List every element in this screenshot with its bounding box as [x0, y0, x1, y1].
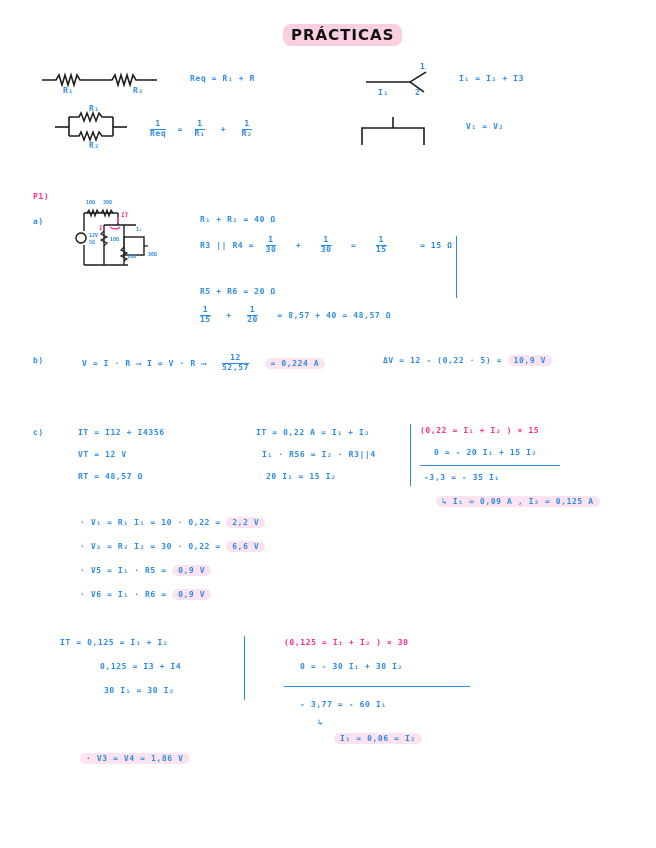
circuit-r-bot: 10Ω — [127, 254, 137, 260]
parallel-t2-num: 1 — [244, 119, 250, 128]
v1-result: 2,2 V — [226, 517, 265, 528]
parallel-eq: = — [177, 124, 184, 134]
b-delta-v — [383, 356, 552, 365]
b-dv: ΔV = 12 - (0,22 · 5) = — [383, 356, 503, 365]
circuit-source: 12V — [89, 233, 99, 239]
a-bracket — [452, 236, 457, 298]
series-formula: Req = R₁ + R — [190, 74, 255, 83]
a-line1: R₁ + R₂ = 40 Ω — [200, 215, 276, 224]
circuit-r-right: 30Ω — [148, 252, 158, 258]
parallel-plus: + — [220, 124, 227, 134]
a-line2 — [200, 236, 453, 255]
parallel-t1-den: R₁ — [194, 128, 206, 138]
a-line4-f2-num: 1 — [249, 305, 256, 314]
a-frac2-num: 1 — [323, 235, 329, 244]
d-line1: IT = 0,125 = I₁ + I₂ — [60, 638, 169, 647]
d-line3: 30 I₁ = 30 I₂ — [104, 686, 175, 695]
b-result: = 0,224 A — [265, 358, 326, 369]
v2-result: 6,6 V — [226, 541, 265, 552]
c-mid1: IT = 0,22 A = I₁ + I₂ — [256, 428, 370, 437]
parallel-lhs-den: Req — [150, 128, 167, 138]
v2-line — [80, 542, 265, 551]
circuit-source-r: 5Ω — [89, 240, 96, 246]
series-r2-label: R₂ — [133, 86, 144, 95]
a-line4-f2-den: 20 — [247, 314, 258, 324]
parallel-r2-label: R₂ — [89, 141, 100, 150]
a-line4 — [200, 306, 391, 325]
a-eq: = — [350, 240, 357, 250]
circuit-i1: I₁ — [99, 225, 107, 232]
d-bracket — [240, 636, 245, 700]
c-line1: IT = I12 + I4356 — [78, 428, 165, 437]
part-b-label: b) — [33, 356, 44, 365]
a-line4-f1-num: 1 — [202, 305, 209, 314]
c-right4: ↳ I₁ = 0,09 A , I₂ = 0,125 A — [436, 496, 600, 507]
a-plus: + — [295, 240, 302, 250]
voltage-parallel-diagram — [361, 115, 425, 145]
node-label-2: 2 — [415, 88, 421, 97]
c-sum-line — [420, 465, 560, 466]
b-frac-num: 12 — [230, 353, 241, 362]
a-line4-f1-den: 15 — [200, 314, 211, 324]
node-diagram — [366, 66, 436, 96]
circuit-i2: I₂ — [136, 227, 143, 233]
c-right3: -3,3 = - 35 I₁ — [424, 473, 500, 482]
page-title: PRÁCTICAS — [283, 24, 402, 46]
c-right2: 0 = - 20 I₁ + 15 I₂ — [434, 448, 537, 457]
d-sum-line — [284, 686, 470, 687]
node-formula: I₁ = I₂ + I3 — [459, 74, 524, 83]
v6-text: · V6 = I₁ · R6 = — [80, 590, 167, 599]
v2-text: · V₂ = R₂ I₂ = 30 · 0,22 = — [80, 542, 221, 551]
d-right1: (0,125 = I₁ + I₂ ) × 30 — [284, 638, 409, 647]
parallel-formula — [150, 120, 252, 139]
a-frac1-den: 30 — [265, 244, 277, 254]
a-line4-rest: = 8,57 + 40 = 48,57 Ω — [277, 310, 392, 320]
c-right1: (0,22 = I₁ + I₂ ) × 15 — [420, 426, 540, 435]
parallel-t2-den: R₂ — [241, 128, 253, 138]
node-label-i1: I₁ — [378, 88, 389, 97]
parallel-r1-label: R₁ — [89, 104, 100, 113]
b-dv-result: 10,9 V — [508, 355, 553, 366]
b-frac-den: 52,57 — [222, 362, 250, 372]
a-line2-lhs: R3 || R4 = — [200, 240, 255, 250]
v34-line: · V3 = V4 = 1,86 V — [80, 753, 190, 764]
circuit-it: IT — [121, 212, 129, 219]
parallel-resistors-diagram — [55, 112, 127, 142]
circuit-r-mid: 10Ω — [110, 237, 120, 243]
voltage-formula: V₁ = V₂ — [466, 122, 504, 131]
part-c-label: c) — [33, 428, 44, 437]
v6-line — [80, 590, 211, 599]
a-line3: R5 + R6 = 20 Ω — [200, 287, 276, 296]
c-line3: RT = 48,57 Ω — [78, 472, 143, 481]
v5-text: · V5 = I₁ · R5 = — [80, 566, 167, 575]
v1-text: · V₁ = R₁ I₁ = 10 · 0,22 = — [80, 518, 221, 527]
d-arrow: ↳ — [318, 718, 324, 727]
d-right5: I₁ = 0,06 = I₂ — [334, 733, 422, 744]
c-bracket — [410, 424, 415, 486]
a-frac3-num: 1 — [378, 235, 384, 244]
v5-result: 0,9 V — [172, 565, 211, 576]
parallel-t1-num: 1 — [197, 119, 203, 128]
series-resistors-diagram — [42, 70, 172, 90]
v5-line — [80, 566, 211, 575]
node-label-1: 1 — [420, 62, 426, 71]
a-result: = 15 Ω — [420, 240, 453, 250]
d-line2: 0,125 = I3 + I4 — [100, 662, 182, 671]
parallel-lhs-num: 1 — [155, 119, 161, 128]
a-line4-plus: + — [226, 310, 232, 320]
c-line2: VT = 12 V — [78, 450, 127, 459]
b-equation — [82, 354, 325, 373]
circuit-r-top2: 30Ω — [103, 200, 113, 206]
series-r1-label: R₁ — [63, 86, 74, 95]
d-right2: 0 = - 30 I₁ + 30 I₂ — [300, 662, 403, 671]
a-frac2-den: 30 — [320, 244, 332, 254]
c-mid2: I₁ · R56 = I₂ · R3||4 — [262, 450, 376, 459]
v1-line — [80, 518, 265, 527]
p1-label: P1) — [33, 192, 50, 201]
c-mid3: 20 I₁ = 15 I₂ — [266, 472, 337, 481]
circuit-r-top1: 10Ω — [86, 200, 96, 206]
d-right3: - 3,77 = - 60 I₁ — [300, 700, 387, 709]
a-frac1-num: 1 — [268, 235, 274, 244]
a-frac3-den: 15 — [375, 244, 387, 254]
b-eq1: V = I · R ⟶ I = V · R ⟶ — [82, 358, 207, 368]
part-a-label: a) — [33, 217, 44, 226]
v6-result: 0,9 V — [172, 589, 211, 600]
